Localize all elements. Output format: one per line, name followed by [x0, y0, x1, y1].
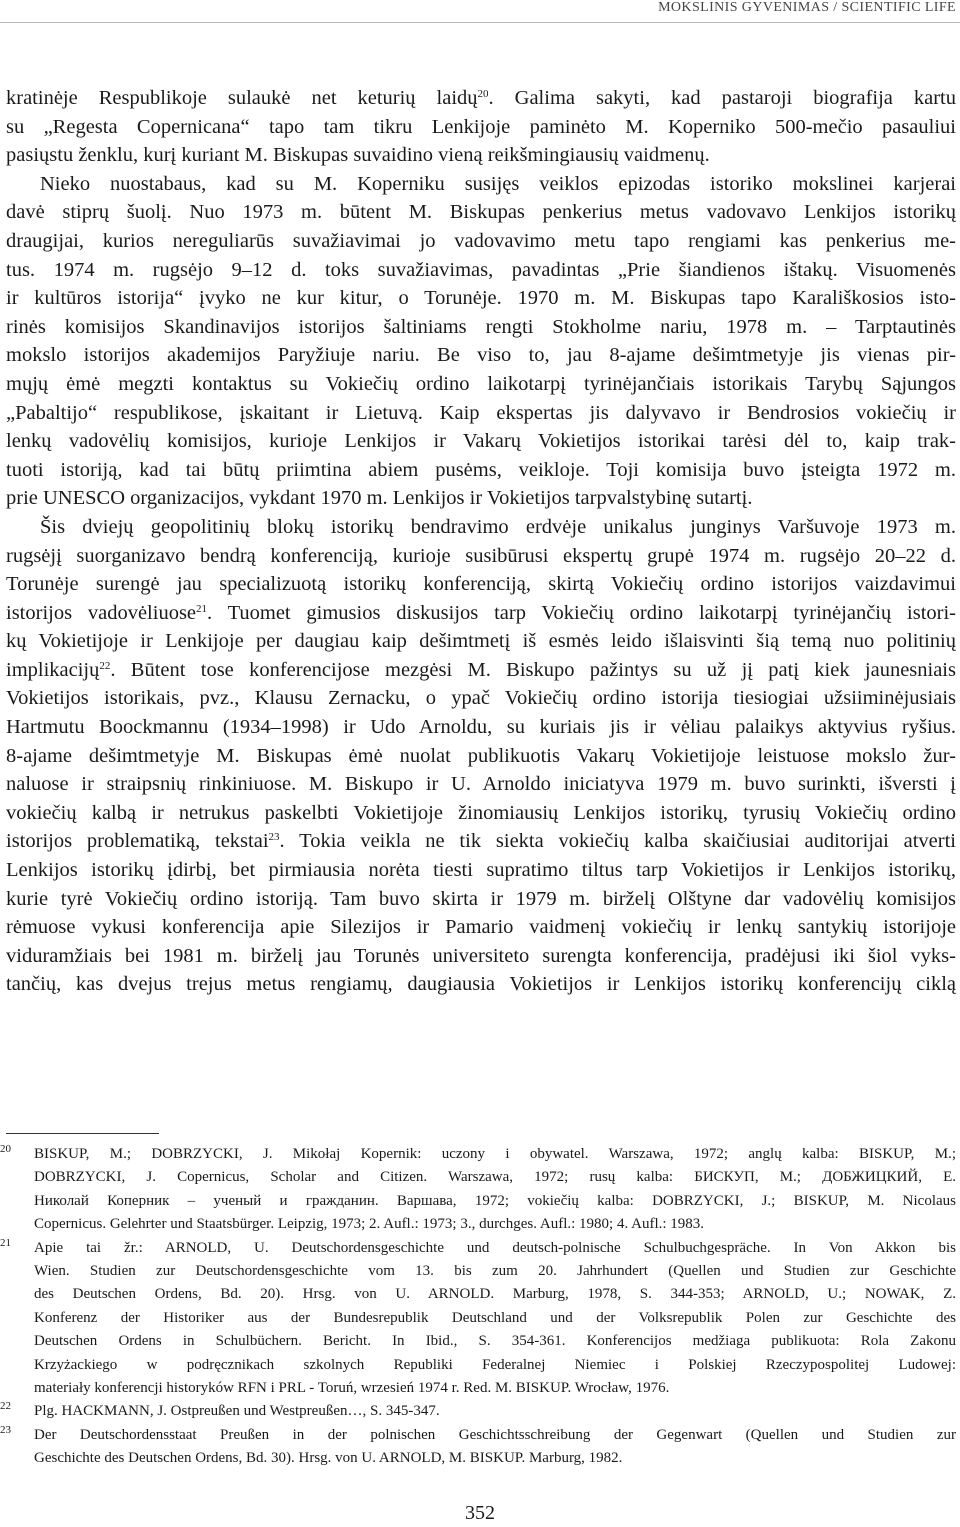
footnote-separator [6, 1133, 159, 1134]
text-line: tančių, kas dvejus trejus metus rengiamų, daugiausia Vokietijos ir Lenkijos istorikų konferencijų ciklą [6, 973, 956, 996]
text-line: rėmuose vykusi konferencija apie Silezijos ir Pamario vaidmenį vokiečių ir lenkų santykių istorijoje [6, 916, 956, 939]
footnote-number: 23 [0, 1423, 11, 1436]
footnote-line: materiały konferencji historyków RFN i PRL - Toruń, wrzesień 1974 r. Red. M. BISKUP. Wrocław, 1976. [34, 1380, 670, 1397]
footnote-ref[interactable]: 21 [196, 602, 208, 615]
text-line: su „Regesta Copernicana“ tapo tam tikru Lenkijoje paminėto M. Koperniko 500-mečio pasauliui [6, 115, 956, 138]
paragraph-1 [6, 84, 956, 513]
footnote-number: 20 [0, 1143, 11, 1155]
footnote-22 [0, 1400, 956, 1423]
footnote-number: 22 [0, 1400, 11, 1413]
text-line: ir kultūros istorija“ įvyko ne kur kitur, o Torunėje. 1970 m. M. Biskupas tapo Karališkosios isto- [6, 287, 956, 310]
footnote-line: Konferenz der Historiker aus der Bundesrepublik Deutschland und der Volksrepublik Polen zur Geschichte des [34, 1309, 956, 1326]
text-line: davė stiprų šuolį. Nuo 1973 m. būtent M. Biskupas penkerius metus vadovavo Lenkijos istorikų [6, 201, 956, 224]
text-line: Nieko nuostabaus, kad su M. Koperniku susijęs veiklos epizodas istoriko mokslinei karjerai [40, 172, 956, 195]
footnote-ref[interactable]: 23 [268, 831, 280, 844]
footnotes [0, 1143, 956, 1471]
footnote-23 [0, 1424, 956, 1471]
text-line: kų Vokietijoje ir Lenkijoje per daugiau kaip dešimtmetį iš esmės leido išlaisvinti šią temą nuo politinių [6, 630, 956, 653]
text-line: mųjų ėmė megzti kontaktus su Vokiečių ordino laikotarpį tyrinėjančiais istorikais Tarybų Sąjungos [6, 372, 956, 395]
text-line: Šis dviejų geopolitinių blokų istorikų bendravimo erdvėje unikalus junginys Varšuvoje 1973 m. [40, 515, 956, 538]
text-line: „Pabaltijo“ respublikose, įskaitant ir Lietuvą. Kaip ekspertas jis dalyvavo ir Bendrosios vokiečių ir [6, 401, 956, 424]
text-line: lenkų vadovėlių komisijos, kurioje Lenkijos ir Vakarų Vokietijos istorikai tarėsi dėl to, kaip trak- [6, 430, 956, 453]
text-line: pasiųstu ženklu, kurį kuriant M. Biskupas suvaidino vieną reikšmingiausių vaidmenų. [6, 144, 710, 167]
text-line: istorijos problematiką, tekstai$^{23}$. Tokia veikla ne tik siekta vokiečių kalba skaičiusiai auditorijai atverti [6, 830, 957, 853]
footnote-line: Geschichte des Deutschen Ordens, Bd. 30). Hrsg. von U. ARNOLD, M. BISKUP. Marburg, 1982. [34, 1450, 623, 1467]
footnote-number: 21 [0, 1236, 11, 1249]
footnote-line: des Deutschen Ordens, Bd. 20). Hrsg. von U. ARNOLD. Marburg, 1978, S. 344-353; ARNOLD, U.; NOWAK, Z. [34, 1286, 956, 1303]
paragraph-2 [6, 513, 956, 999]
footnote-line: Krzyżackiego w podręcznikach szkolnych Republiki Federalnej Niemiec i Polskiej Rzeczypospolitej Ludowej: [34, 1356, 956, 1373]
header-rule [0, 22, 960, 23]
footnote-line: Apie tai žr.: ARNOLD, U. Deutschordensgeschichte und deutsch-polnische Schulbuchgespräche. In Von Akkon bis [34, 1239, 956, 1256]
footnote-line: Plg. HACKMANN, J. Ostpreußen und Westpreußen…, S. 345-347. [34, 1403, 440, 1420]
footnote-20 [0, 1143, 956, 1237]
text-line: Vokietijos istorikais, pvz., Klausu Zernacku, o ypač Vokiečių ordino istorija tiesiogiai užsiiminėjusiais [6, 687, 956, 710]
page-number: 352 [465, 1502, 495, 1524]
footnote-line: DOBRZYCKI, J. Copernicus, Scholar and Citizen. Warszawa, 1972; rusų kalba: БИСКУП, М.; ДОБЖИЦКИЙ, Е. [34, 1169, 956, 1186]
footnote-line: Der Deutschordensstaat Preußen in der polnischen Geschichtsschreibung der Gegenwart (Quellen und Studien zur [34, 1426, 956, 1443]
footnote-line: Николай Коперник – ученый и гражданин. Варшава, 1972; vokiečių kalba: DOBRZYCKI, J.; BISKUP, M. Nicolaus [34, 1192, 956, 1209]
footnote-line: Deutschen Ordens in Schulbüchern. Bericht. In Ibid., S. 354-361. Konferencijos medžiaga publikuota: Rola Zakonu [34, 1333, 956, 1350]
text-line: kurie tyrė Vokiečių ordino istoriją. Tam buvo skirta ir 1979 m. birželį Olštyne dar vadovėlių komisijos [6, 887, 956, 910]
footnote-21 [0, 1237, 956, 1401]
text-line: tus. 1974 m. rugsėjo 9–12 d. toks suvažiavimas, pavadintas „Prie šiandienos ištakų. Visuomenės [6, 258, 956, 281]
text-line: rugsėjį suorganizavo bendrą konferenciją, kurioje susibūrusi ekspertų grupė 1974 m. rugsėjo 20–22 d. [6, 544, 956, 567]
text-line: mokslo istorijos akademijos Paryžiuje nariu. Be viso to, jau 8-ajame dešimtmetyje jis vienas pir- [6, 344, 956, 367]
text-line: tuoti istoriją, kad tai būtų priimtina abiem pusėms, veikloje. Toji komisija buvo įsteigta 1972 m. [6, 458, 956, 481]
text-line: viduramžiais bei 1981 m. birželį jau Torunės universiteto surengta konferencija, pradėjusi iki šiol vyks- [6, 944, 956, 967]
body-text [6, 84, 956, 999]
text-line: 8-ajame dešimtmetyje M. Biskupas ėmė nuolat publikuotis Vakarų Vokietijoje leistuose mokslo žur- [6, 744, 956, 767]
text-line: implikacijų$^{22}$. Būtent tose konferencijose mezgėsi M. Biskupo pažintys su už jį patį kiek jaunesniais [6, 658, 956, 681]
text-line: rinės komisijos Skandinavijos istorijos šaltiniams rengti Stokholme nariu, 1978 m. – Tarptautinės [6, 315, 956, 338]
footnote-line: Copernicus. Gelehrter und Staatsbürger. Leipzig, 1973; 2. Aufl.: 1973; 3., durchges. Aufl.: 1980; 4. Aufl.: 1983. [34, 1216, 705, 1233]
footnote-line: Wien. Studien zur Deutschordensgeschichte vom 13. bis zum 20. Jahrhundert (Quellen und Studien zur Geschichte [34, 1263, 956, 1280]
text-line: prie UNESCO organizacijos, vykdant 1970 m. Lenkijos ir Vokietijos tarpvalstybinę sutartį. [6, 487, 753, 510]
text-line: naluose ir straipsnių rinkiniuose. M. Biskupo ir U. Arnoldo iniciatyva 1979 m. buvo surinkti, išversti į [6, 773, 956, 796]
footnote-ref[interactable]: 22 [99, 659, 111, 672]
text-line: Hartmutu Boockmannu (1934–1998) ir Udo Arnoldu, su kuriais jis ir vėliau palaikys aktyvius ryšius. [6, 716, 956, 739]
text-line: istorijos vadovėliuose$^{21}$. Tuomet gimusios diskusijos tarp Vokiečių ordino laikotarpį tyrinėjančių istori- [6, 601, 957, 624]
text-line: vokiečių kalbą ir netrukus paskelbti Vokietijoje žinomiausių Lenkijos istorikų, tyrusių Vokiečių ordino [6, 801, 956, 824]
text-line: draugijai, kurios nereguliarūs suvažiavimai jo vadovavimo metu tapo rengiami kas penkerius me- [6, 229, 956, 252]
footnote-line: BISKUP, M.; DOBRZYCKI, J. Mikołaj Kopernik: uczony i obywatel. Warszawa, 1972; anglų kalba: BISKUP, M.; [34, 1146, 956, 1162]
text-line: Torunėje surengė jau specializuotą istorikų konferenciją, skirtą Vokiečių ordino istorijos vaizdavimui [6, 573, 956, 596]
running-header: MOKSLINIS GYVENIMAS / SCIENTIFIC LIFE [658, 0, 956, 15]
text-line: Lenkijos istorikų įdirbį, bet pirmiausia norėta tiesti supratimo tiltus tarp Vokietijos ir Lenkijos istorikų, [6, 859, 956, 882]
text-line: kratinėje Respublikoje sulaukė net keturių laidų$^{20}$. Galima sakyti, kad pastaroji biografija kartu [6, 87, 956, 109]
footnote-ref[interactable]: 20 [477, 88, 489, 100]
